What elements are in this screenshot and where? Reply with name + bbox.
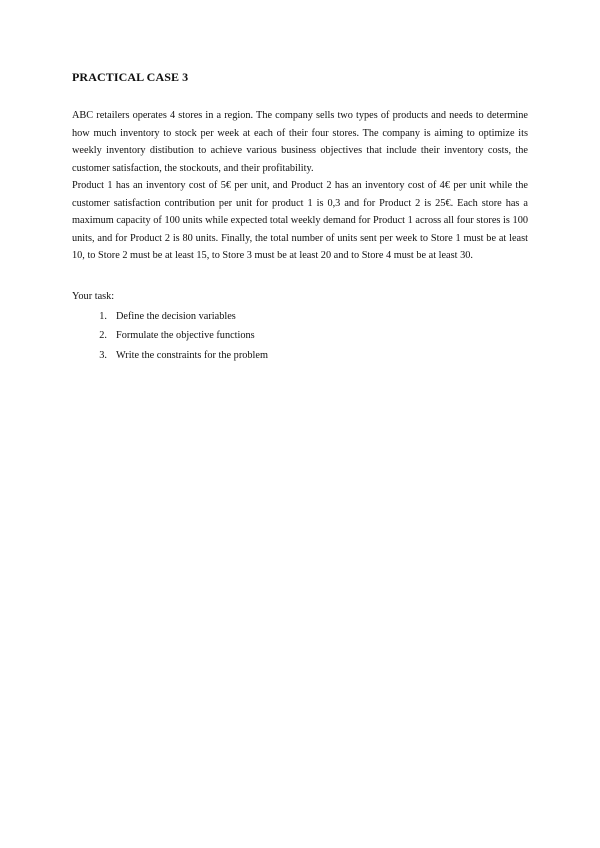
task-item — [72, 307, 528, 327]
task-text: Define the decision variables — [116, 310, 236, 322]
paragraph-details: Product 1 has an inventory cost of 5€ per unit, and Product 2 has an inventory cost of 4€ per unit while the customer satisfaction contribution per unit for product 1 is 0,3 and for Product 2 is 25€. Each store has a maximum capacity of 100 units while expected total weekly demand for Product 1 across all four stores is 100 units, and for Product 2 is 80 units. Finally, the total number of units sent per week to Store 1 must be at least 10, to Store 2 must be at least 15, to Store 3 must be at least 20 and to Store 4 must be at least 30. — [72, 180, 528, 261]
task-list — [72, 307, 528, 366]
task-number: 3. — [99, 349, 107, 361]
document-title: PRACTICAL CASE 3 — [72, 70, 189, 84]
document-body — [72, 69, 528, 365]
task-heading: Your task: — [72, 290, 115, 302]
task-text: Formulate the objective functions — [116, 330, 255, 341]
task-item — [72, 326, 528, 346]
task-item — [72, 346, 528, 366]
task-text: Write the constraints for the problem — [116, 349, 268, 361]
task-number: 1. — [99, 310, 107, 322]
paragraph-intro: ABC retailers operates 4 stores in a region. The company sells two types of products and needs to determine how much inventory to stock per week at each of their four stores. The company is aiming to optimize its weekly inventory distibution to achieve various business objectives that include their inventory costs, the customer satisfaction, the stockouts, and their profitability. — [72, 110, 528, 174]
task-number: 2. — [99, 330, 107, 341]
